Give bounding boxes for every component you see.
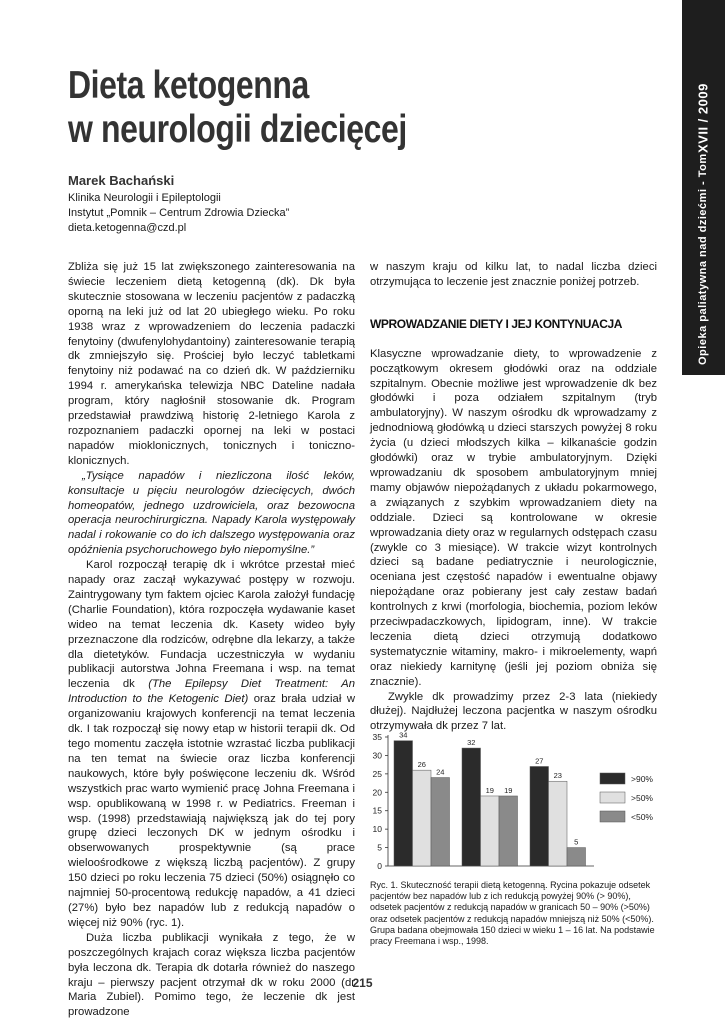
title-line-1: Dieta ketogenna	[68, 64, 309, 107]
bar	[394, 741, 413, 866]
figure-caption: Ryc. 1. Skuteczność terapii dietą ketogenną. Rycina pokazuje odsetek pacjentów bez napadów lub z ich redukcją powyżej 90% (> 90%), odsetek pacjentów z redukcją napadów w granicach 50 – 90% (>50%) oraz odsetek pacjentów z redukcją napadów mniejszą niż 50% (<50%). Grupa badana obejmowała 150 dzieci w wieku 1 – 16 lat. Na podstawie pracy Freemana i wsp., 1998.	[370, 880, 655, 947]
quote-paragraph: „Tysiące napadów i niezliczona ilość leków, konsultacje u pięciu neurologów dziecięcych, dwóch homeopatów, jednego uzdrowiciela, oraz bezowocna operacja neurochirurgiczna. Napady Karola występowały nadal i rokowanie co do ich dalszego występowania oraz opóźnienia psychoruchowego było niepomyślne.”	[68, 469, 355, 557]
legend-label: >50%	[631, 793, 653, 803]
bar	[462, 748, 481, 866]
y-tick-label: 30	[372, 750, 382, 761]
y-tick-label: 5	[377, 842, 382, 853]
article-title	[68, 64, 527, 152]
right-column	[370, 260, 657, 734]
journal-name: Opieka paliatywna nad dziećmi - Tom	[697, 153, 709, 365]
bar	[431, 778, 450, 866]
legend-swatch	[600, 811, 625, 822]
title-line-2: w neurologii dziecięcej	[68, 108, 407, 151]
bar-value-label: 23	[553, 771, 562, 781]
legend-label: <50%	[631, 812, 653, 822]
journal-side-label	[685, 20, 721, 365]
section-heading: WPROWADZANIE DIETY I JEJ KONTYNUACJA	[370, 316, 623, 331]
legend-swatch	[600, 773, 625, 784]
paragraph: Zbliża się już 15 lat zwiększonego zainteresowania na świecie leczeniem dietą ketogenną (dk). Dk była skutecznie stosowana w leczeniu pacjentów z padaczką oporną na leki już od lat 20 ubiegłego wieku. Po roku 1938 wraz z wprowadzeniem do leczenia padaczki fenytoiny (dwufenylohydantoiny) zainteresowanie terapią dk zmniejszyło się. Prościej było leczyć tabletkami fenytoiny niż podawać na co dzień dk. W październiku 1994 r. amerykańska telewizja NBC Dateline nadała program, który nagłośnił stosowanie dk. Program przedstawiał prawdziwą historię 2-letniego Karola z rozpoznaniem padaczki opornej na leki w postaci napadów mioklonicznych, tonicznych i toniczno-klonicznych.	[68, 261, 355, 467]
y-tick-label: 15	[372, 805, 382, 816]
legend-swatch	[600, 792, 625, 803]
bar-value-label: 32	[467, 738, 476, 748]
journal-volume: XVII / 2009	[695, 83, 711, 154]
affiliation-institute: Instytut „Pomnik – Centrum Zdrowia Dziecka”	[68, 207, 290, 219]
paragraph: Klasyczne wprowadzanie diety, to wprowadzenie z początkowym okresem głodówki oraz na oddziale szpitalnym. Obecnie możliwe jest wprowadzenie dk bez głodówki i poza odziałem szpitalnym (tryb ambulatoryjny). W naszym ośrodku dk wprowadzamy z jednodniową głodówką u dzieci starszych powyżej 8 roku życia (u dzieci młodszych kilka – kilkanaście godzin głodówki) oraz w trybie ambulatoryjnym. Dzięki wprowadzaniu dk sposobem ambulatoryjnym mniej mamy objawów niepożądanych z układu pokarmowego, a związanych z szybkim wprowadzaniem diety na oddziale. Dzieci są kontrolowane w okresie wprowadzania diety oraz w regularnych odstępach czasu (zwykle co 3 miesiące). W trakcie wizyt kontrolnych dzieci są badane pediatrycznie i neurologicznie, oceniana jest częstość napadów i ewentualne objawy niepożądane oraz pobierany jest cały zestaw badań kontrolnych z krwi (morfologia, biochemia, poziom leków przeciwpadaczkowych, lipidogram, inne). W trakcie leczenia dietą dzieci otrzymują dodatkowo systematycznie witaminy, makro- i mikroelementy, wapń oraz niekiedy karnitynę (jeśli jej poziom obniża się znacznie).	[370, 347, 657, 688]
bar-value-label: 19	[485, 785, 494, 795]
bar	[567, 848, 586, 866]
bar-value-label: 26	[417, 760, 426, 770]
bar	[413, 770, 432, 866]
bar-value-label: 19	[504, 785, 513, 795]
bar-value-label: 27	[535, 756, 544, 766]
y-tick-label: 10	[372, 824, 382, 835]
bar	[499, 796, 518, 866]
paragraph: Duża liczba publikacji wynikała z tego, że w poszczególnych krajach coraz większa liczba pacjentów była leczona dk. Terapia dk dotarła również do naszego kraju – pierwszy pacjent otrzymał dk w roku 2000 (dr Maria Zubiel). Pomimo tego, że leczenie dk jest prowadzone	[68, 931, 355, 1019]
paragraph-text: Karol rozpoczął terapię dk i wkrótce przestał mieć napady oraz zaczął wykazywać postępy w rozwoju. Zaintrygowany tym faktem ojciec Karola założył fundację (Charlie Foundation), która rozpoczęła wydawanie kaset wideo na temat leczenia dk. Kasety wideo były przeznaczone dla rodziców, odrębne dla lekarzy, a także dla dietetyków. Fundacja uczestniczyła w wydaniu publikacji autorstwa Johna Freemana i wsp. na temat leczenia dk	[68, 559, 355, 691]
y-tick-label: 20	[372, 787, 382, 798]
bar-value-label: 34	[399, 730, 408, 740]
author-name: Marek Bachański	[68, 173, 175, 188]
bar	[481, 796, 500, 866]
bar-value-label: 24	[436, 767, 445, 777]
paragraph	[68, 558, 355, 931]
book-title: (The Epilepsy Diet Treatment: An Introduction to the Ketogenic Diet)	[68, 678, 355, 706]
paragraph: w naszym kraju od kilku lat, to nadal liczba dzieci otrzymująca to leczenie jest znacznie poniżej potrzeb.	[370, 261, 657, 288]
author-email: dieta.ketogenna@czd.pl	[68, 222, 187, 234]
y-tick-label: 0	[377, 861, 382, 871]
efficacy-bar-chart	[366, 727, 666, 875]
affiliation-clinic: Klinika Neurologii i Epileptologii	[68, 192, 221, 204]
legend-label: >90%	[631, 774, 653, 784]
bar	[530, 766, 549, 866]
page-number: 215	[352, 976, 373, 990]
bar-value-label: 5	[574, 837, 579, 847]
paragraph: Zwykle dk prowadzimy przez 2-3 lata (niekiedy dłużej). Najdłużej leczona pacjentka w naszym ośrodku otrzymywała dk przez 7 lat.	[370, 690, 657, 733]
bar	[549, 781, 568, 866]
y-tick-label: 25	[372, 768, 382, 779]
left-column	[68, 260, 355, 1020]
paragraph-text: oraz brała udział w organizowaniu krajowych konferencji na temat leczenia dk. I tak rozpoczął się nowy etap w historii terapii dk. Od tego momentu zaczęła istotnie wzrastać liczba publikacji na ten temat na świecie oraz liczba konferencji naukowych, które były poświęcone leczeniu dk. Wśród wszystkich prac warto wymienić pracę Johna Freemana i wsp. opublikowaną w 1998 r. w Pediatrics. Freeman i wsp. (1998) przedstawiają największą jak do tej pory grupę dzieci leczonych DK w jednym ośrodku i obserwowanych prospektywnie (są prace wieloośrodkowe z większą liczbą pacjentów). Z grupy 150 dzieci po roku leczenia 75 dzieci (50%) osiągnęło co najmniej 50-procentową redukcję napadów, a 41 dzieci (27%) było bez napadów lub z redukcją napadów o więcej niż 90% (ryc. 1).	[68, 693, 356, 929]
y-tick-label: 35	[372, 732, 382, 742]
